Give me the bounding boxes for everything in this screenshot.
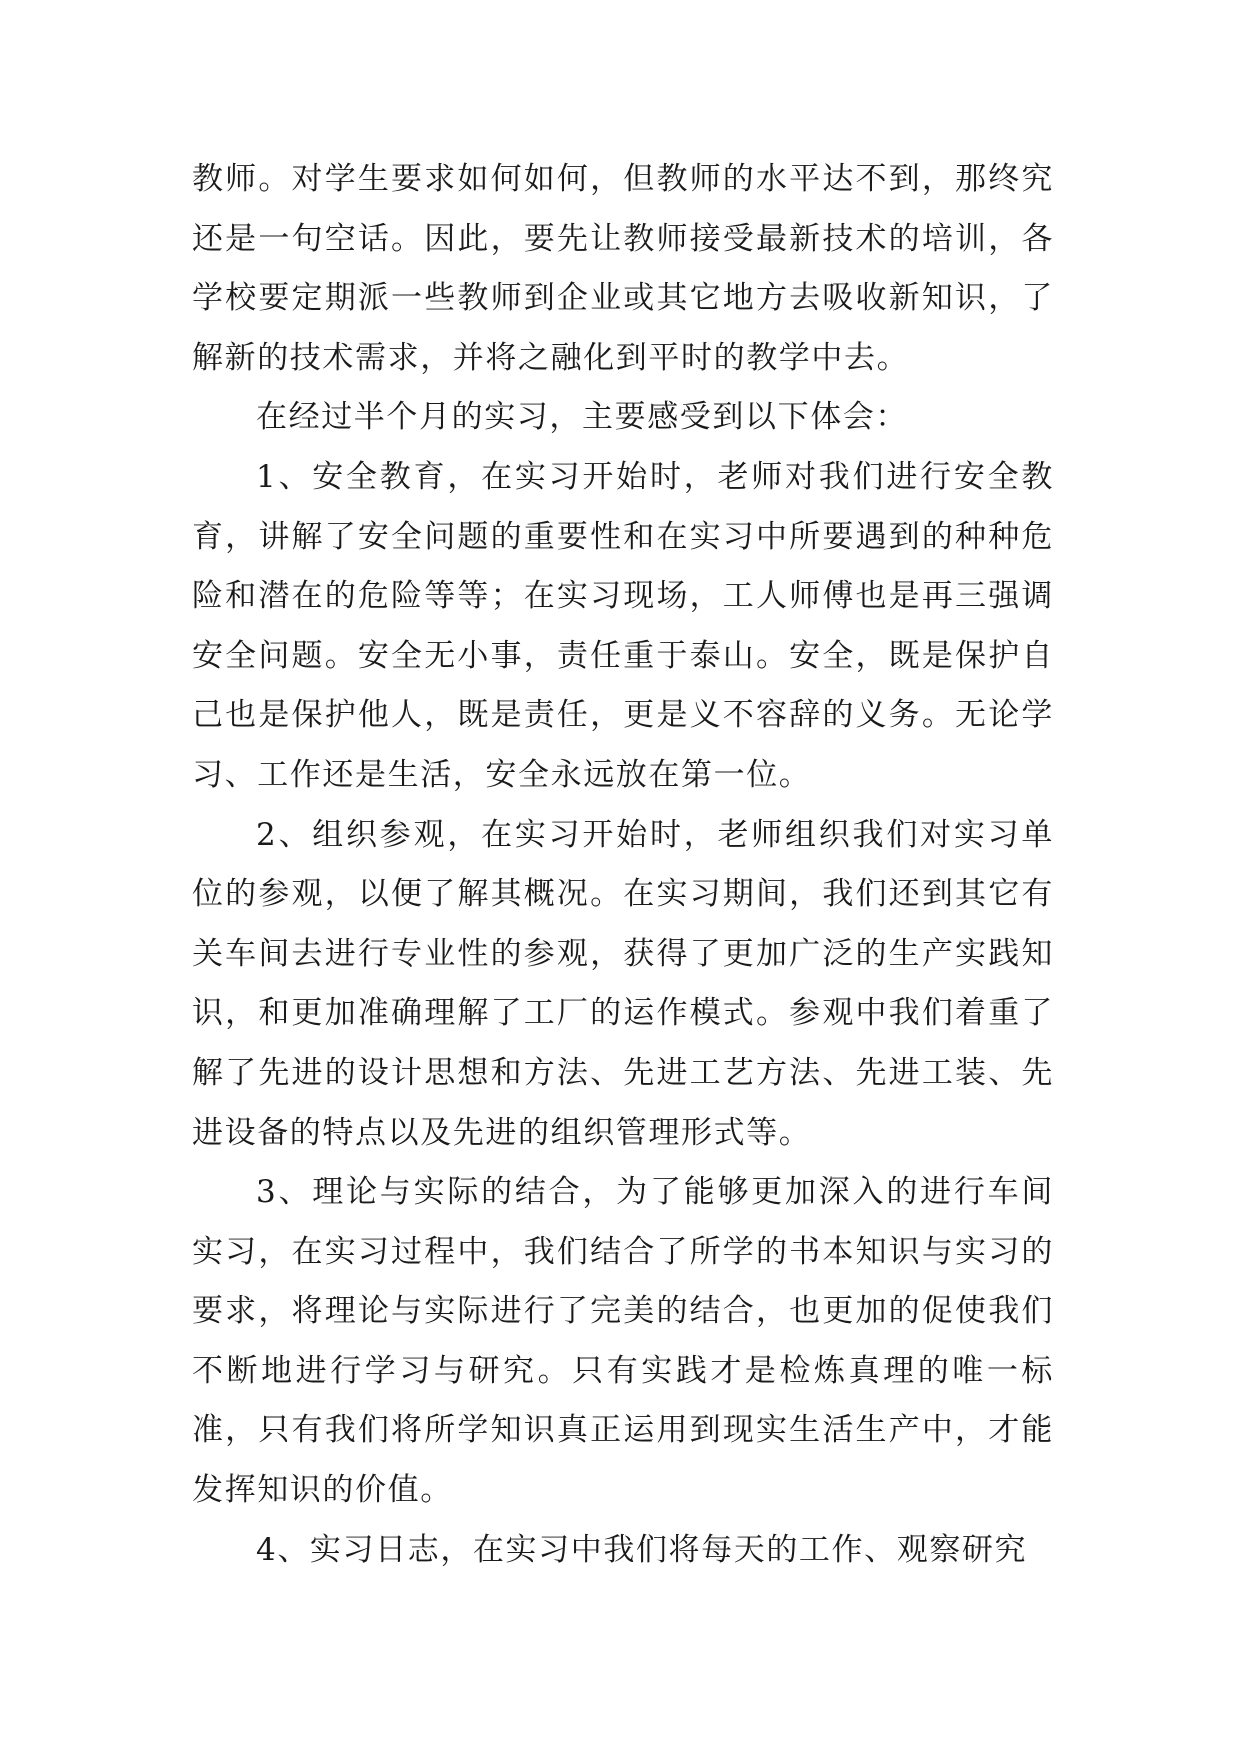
paragraph-theory-practice: 3、理论与实际的结合，为了能够更加深入的进行车间实习，在实习过程中，我们结合了所学的书本知识与实习的要求，将理论与实际进行了完美的结合，也更加的促使我们不断地进行学习与研究。只有实践才是检炼真理的唯一标准，只有我们将所学知识真正运用到现实生活生产中，才能发挥知识的价值。: [192, 1174, 1054, 1509]
paragraph-intro-summary: 在经过半个月的实习，主要感受到以下体会：: [256, 399, 908, 436]
paragraph-organized-visit: 2、组织参观，在实习开始时，老师组织我们对实习单位的参观，以便了解其概况。在实习期间，我们还到其它有关车间去进行专业性的参观，获得了更加广泛的生产实践知识，和更加准确理解了工厂的运作模式。参观中我们着重了解了先进的设计思想和方法、先进工艺方法、先进工装、先进设备的特点以及先进的组织管理形式等。: [192, 816, 1054, 1151]
paragraph-safety-education: 1、安全教育，在实习开始时，老师对我们进行安全教育，讲解了安全问题的重要性和在实习中所要遇到的种种危险和潜在的危险等等；在实习现场，工人师傅也是再三强调安全问题。安全无小事，责任重于泰山。安全，既是保护自己也是保护他人，既是责任，更是义不容辞的义务。无论学习、工作还是生活，安全永远放在第一位。: [192, 458, 1054, 793]
paragraph-internship-log: 4、实习日志，在实习中我们将每天的工作、观察研究: [256, 1531, 1028, 1568]
document-body: [192, 150, 1054, 1580]
paragraph-teacher-training: 教师。对学生要求如何如何，但教师的水平达不到，那终究还是一句空话。因此，要先让教师接受最新技术的培训，各学校要定期派一些教师到企业或其它地方去吸收新知识，了解新的技术需求，并将之融化到平时的教学中去。: [192, 161, 1054, 376]
